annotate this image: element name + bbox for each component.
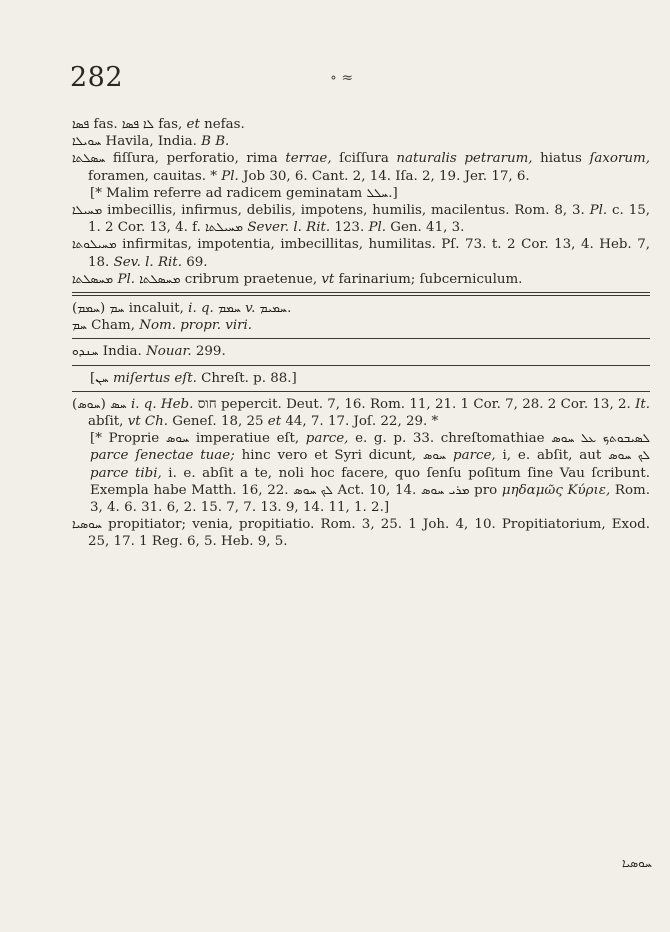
italic-text: i. q. Heb. bbox=[130, 396, 194, 412]
syriac-headword: ܚܘܣ bbox=[77, 396, 101, 411]
lexicon-entry bbox=[72, 317, 650, 334]
syriac-headword: ܚܣ bbox=[110, 396, 127, 411]
syriac-headword: ܡܪܝ ܚܘܣ bbox=[420, 482, 470, 497]
syriac-headword: ܚܡܡ bbox=[77, 301, 101, 316]
italic-text: Sever. l. Rit. bbox=[247, 220, 331, 236]
entry-text: fas. bbox=[89, 117, 122, 132]
entry-text: farinarium; ſubcerniculum. bbox=[334, 271, 523, 287]
dictionary-entries bbox=[72, 116, 650, 551]
entry-text: hinc vero et Syri dicunt, bbox=[234, 448, 423, 464]
entry-text: 299. bbox=[191, 344, 226, 360]
entry-text: foramen, cauitas. * bbox=[88, 168, 222, 184]
catchword: ܚܘܣܝܐ bbox=[622, 856, 652, 870]
lexicon-entry bbox=[72, 133, 650, 150]
entry-text: infirmitas, impotentia, imbecillitas, humilitas. Pſ. 73. t. 2 Cor. 13, 4. Heb. 7, 18. bbox=[88, 237, 650, 270]
entry-text: e. g. p. 33. chreſtomathiae bbox=[348, 431, 552, 447]
italic-text: v. bbox=[245, 301, 256, 317]
syriac-headword: ܠܐ ܦܣܐ bbox=[121, 117, 154, 131]
italic-text: Nom. propr. viri. bbox=[139, 318, 253, 334]
entry-text: imbecillis, infirmus, debilis, impotens, humilis, macilentus. Rom. 8, 3. bbox=[102, 203, 590, 219]
section-divider bbox=[72, 391, 650, 392]
syriac-headword: ܚܢ bbox=[95, 370, 109, 385]
entry-text: חוס pepercit. Deut. 7, 16. Rom. 11, 21. 1 Cor. 7, 28. 2 Cor. 13, 2. bbox=[193, 396, 636, 412]
syriac-headword: ܚܡ bbox=[109, 301, 125, 316]
section-divider bbox=[72, 365, 650, 366]
entry-text: Rom. 3, 4. 6. 31. 6, 2. 15. 7, 7. 13. 9, 14. 11, 1. 2.] bbox=[90, 482, 650, 516]
italic-text: B B. bbox=[201, 134, 230, 150]
editorial-note bbox=[72, 370, 650, 387]
header-ornament: ∘ ≈ bbox=[330, 70, 354, 86]
italic-text: naturalis petrarum, bbox=[396, 151, 533, 167]
entry-text: pro bbox=[469, 482, 502, 498]
syriac-headword: ܚܘܣܝܐ bbox=[72, 517, 102, 532]
entry-text: ( bbox=[72, 301, 78, 317]
italic-text: miſertus eſt. bbox=[112, 370, 197, 386]
entry-text: [* Malim referre ad radicem geminatam bbox=[90, 185, 367, 201]
entry-text bbox=[446, 448, 453, 463]
entry-text: abſit, bbox=[88, 414, 128, 430]
syriac-headword: ܡܚܣܠܬܐ bbox=[72, 271, 114, 286]
italic-text: vt Ch. bbox=[127, 414, 169, 430]
italic-text: et bbox=[267, 414, 282, 430]
lexicon-entry bbox=[72, 396, 650, 430]
syriac-headword: ܥܠ ܚܘܣ bbox=[551, 431, 597, 446]
entry-text: 44, 7. 17. Joſ. 22, 29. * bbox=[281, 414, 439, 430]
entry-text bbox=[596, 431, 603, 446]
entry-text: Havila, India. bbox=[101, 134, 202, 150]
syriac-headword: ܚܣܠܬܐ bbox=[72, 151, 106, 166]
italic-text: Sev. l. Rit. bbox=[113, 254, 182, 270]
entry-text: India. bbox=[98, 344, 147, 360]
editorial-note bbox=[72, 430, 650, 516]
italic-text: Nouar. bbox=[146, 344, 192, 360]
syriac-headword: ܚܡ bbox=[72, 318, 87, 333]
entry-text: incaluit, bbox=[124, 301, 189, 317]
entry-text: [ bbox=[90, 370, 96, 386]
entry-text: Geneſ. 18, 25 bbox=[168, 414, 268, 430]
lexicon-entry bbox=[72, 516, 650, 550]
entry-text: [* Proprie bbox=[90, 431, 166, 447]
entry-text: Gen. 41, 3. bbox=[386, 220, 465, 236]
entry-text: ) bbox=[100, 301, 110, 317]
entry-text: Job 30, 6. Cant. 2, 14. Iſa. 2, 19. Jer. 17, 6. bbox=[238, 168, 530, 184]
italic-text: Pl. bbox=[368, 220, 387, 236]
editorial-note bbox=[72, 185, 650, 202]
syriac-headword: ܚܡܡ bbox=[218, 301, 241, 316]
italic-text: Pl. bbox=[221, 168, 239, 184]
syriac-headword: ܚܘܝܠܐ bbox=[72, 134, 102, 149]
syriac-headword: ܚܠܠ bbox=[366, 185, 389, 200]
entry-text: Act. 10, 14. bbox=[332, 482, 421, 498]
lexicon-entry bbox=[72, 300, 650, 317]
italic-text: Pl. bbox=[117, 271, 136, 287]
syriac-headword: ܚܡܝܡ bbox=[259, 301, 288, 316]
entry-text: Chreſt. p. 88.] bbox=[196, 370, 297, 386]
entry-text: ) bbox=[100, 396, 111, 412]
page-number: 282 bbox=[70, 62, 124, 93]
italic-text: vt bbox=[321, 271, 335, 287]
syriac-headword: ܡܚܝܠܬܐ bbox=[205, 220, 244, 235]
syriac-headword: ܡܚܝܠܐ bbox=[72, 203, 103, 218]
entry-text: imperatiue eſt, bbox=[189, 431, 306, 447]
entry-text: fiſſura, perforatio, rima bbox=[105, 151, 286, 167]
lexicon-entry bbox=[72, 150, 650, 184]
page-header bbox=[70, 62, 630, 102]
entry-text: i, e. abſit, aut bbox=[495, 448, 609, 464]
syriac-headword: ܠܣܝܒܘܬܟ bbox=[602, 431, 650, 446]
italic-text: parce ſenectae tuae; bbox=[90, 448, 235, 464]
syriac-headword: ܡܚܝܠܘܬܐ bbox=[72, 237, 117, 252]
entry-text: Cham, bbox=[86, 318, 140, 334]
lexicon-entry bbox=[72, 343, 650, 360]
entry-text: i. e. abſit a te, noli hoc facere, quo ſenſu poſitum ſine Vau ſcribunt. Exempla habe Matth. 16, 22. bbox=[90, 465, 650, 498]
syriac-headword: ܚܘܣ bbox=[165, 431, 190, 446]
italic-text: parce, bbox=[305, 431, 349, 447]
italic-text: parce tibi, bbox=[90, 465, 162, 481]
entry-text: .] bbox=[388, 185, 398, 201]
italic-text: i. q. bbox=[188, 301, 214, 317]
italic-text: It. bbox=[635, 396, 651, 412]
entry-text: cribrum praetenue, bbox=[180, 271, 322, 287]
entry-text: fas, bbox=[153, 117, 187, 132]
italic-text: et bbox=[186, 117, 200, 132]
entry-text: propitiator; venia, propitiatio. Rom. 3, 25. 1 Joh. 4, 10. Propitiatorium, Exod. 25, 17. 1 Reg. 6, 5. Heb. 9, 5. bbox=[88, 517, 650, 550]
lexicon-entry bbox=[72, 116, 650, 133]
syriac-headword: ܠܟ ܚܘܣ bbox=[293, 482, 333, 497]
entry-text: c. 15, 1. 2 Cor. 13, 4. f. bbox=[88, 203, 650, 236]
entry-text: 69. bbox=[181, 254, 208, 270]
syriac-headword: ܚܘܣ bbox=[422, 448, 447, 463]
entry-text: hiatus bbox=[532, 151, 590, 167]
lexicon-entry bbox=[72, 236, 650, 270]
section-divider bbox=[72, 292, 650, 296]
entry-text: . bbox=[287, 301, 292, 317]
italic-text: Pl. bbox=[589, 203, 608, 219]
italic-text: ſaxorum, bbox=[589, 151, 650, 167]
italic-text: μηδαμῶς Κύριε, bbox=[501, 482, 611, 498]
italic-text: parce, bbox=[453, 448, 496, 464]
entry-text: ſciſſura bbox=[331, 151, 397, 167]
italic-text: terrae, bbox=[285, 151, 332, 167]
syriac-headword: ܦܣܐ bbox=[72, 117, 90, 131]
lexicon-entry bbox=[72, 271, 650, 288]
entry-text: nefas. bbox=[199, 117, 245, 132]
entry-text: 123. bbox=[330, 220, 369, 236]
syriac-headword: ܡܚܣܠܬܐ bbox=[139, 271, 181, 286]
entry-text: ( bbox=[72, 396, 78, 412]
syriac-headword: ܠܟ ܚܘܣ bbox=[608, 448, 650, 463]
syriac-headword: ܚܢܕܘ bbox=[72, 344, 99, 359]
lexicon-entry bbox=[72, 202, 650, 236]
section-divider bbox=[72, 338, 650, 339]
